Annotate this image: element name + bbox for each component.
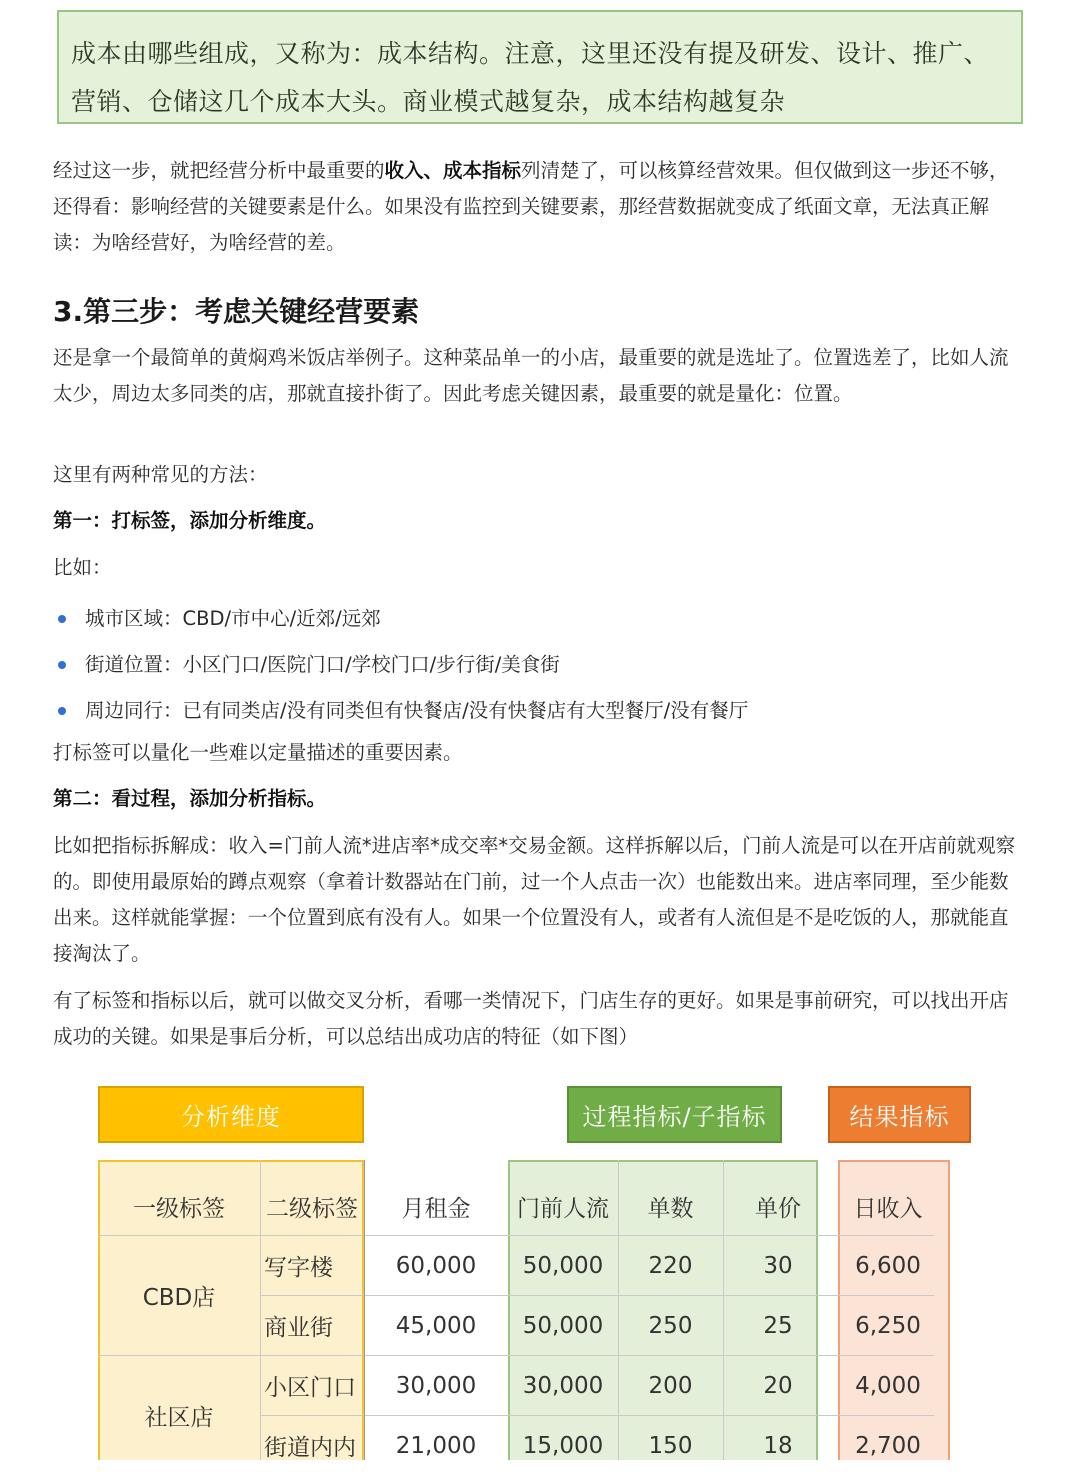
table-cell: 15,000 xyxy=(522,1432,604,1459)
table-cell: 21,000 xyxy=(395,1432,477,1459)
group-label-cbd: CBD店 xyxy=(142,1284,216,1311)
callout-line-2: 营销、仓储这几个成本大头。商业模式越复杂，成本结构越复杂 xyxy=(71,87,786,116)
tag-list xyxy=(53,596,748,734)
column-header: 日收入 xyxy=(853,1195,923,1222)
list-item: 街道位置：小区门口/医院门口/学校门口/步行街/美食街 xyxy=(53,642,748,688)
para1-bold: 收入、成本指标 xyxy=(384,159,522,182)
column-header: 月租金 xyxy=(401,1195,471,1222)
table-cell: 60,000 xyxy=(395,1252,477,1279)
store-analysis-table xyxy=(98,1160,950,1461)
group-label-community: 社区店 xyxy=(144,1404,214,1431)
paragraph-for-example: 比如： xyxy=(53,556,112,579)
table-cell: 18 xyxy=(763,1432,793,1459)
table-cell: 250 xyxy=(648,1312,693,1339)
column-header: 单价 xyxy=(755,1195,801,1222)
callout-line-1: 成本由哪些组成，又称为：成本结构。注意，这里还没有提及研发、设计、推广、 xyxy=(71,39,990,68)
paragraph-cross-analysis: 有了标签和指标以后，就可以做交叉分析，看哪一类情况下，门店生存的更好。如果是事前研究，可以找出开店成功的关键。如果是事后分析，可以总结出成功店的特征（如下图） xyxy=(53,989,1009,1048)
list-item: 周边同行：已有同类店/没有同类但有快餐店/没有快餐店有大型餐厅/没有餐厅 xyxy=(53,688,748,734)
table-cell: 30 xyxy=(763,1252,793,1279)
column-header: 一级标签 xyxy=(133,1195,225,1222)
table-cell: 商业街 xyxy=(264,1315,333,1341)
paragraph-revenue-cost xyxy=(53,153,1025,261)
column-header: 门前人流 xyxy=(517,1195,609,1222)
table-cell: 6,250 xyxy=(855,1312,921,1339)
method-two-heading: 第二：看过程，添加分析指标。 xyxy=(53,787,327,810)
paragraph-two-methods: 这里有两种常见的方法： xyxy=(53,463,268,486)
list-item: 城市区域：CBD/市中心/近郊/远郊 xyxy=(53,596,748,642)
table-cell: 220 xyxy=(648,1252,693,1279)
table-cell: 25 xyxy=(763,1312,793,1339)
column-header: 二级标签 xyxy=(266,1195,358,1222)
result-metric-header-box: 结果指标 xyxy=(828,1086,971,1143)
cost-structure-callout xyxy=(57,10,1023,124)
table-cell: 150 xyxy=(648,1432,693,1459)
paragraph-metric-breakdown: 比如把指标拆解成：收入=门前人流*进店率*成交率*交易金额。这样拆解以后，门前人流是可以在开店前就观察的。即使用最原始的蹲点观察（拿着计数器站在门前，过一个人点击一次）也能数出来。进店率同理，至少能数出来。这样就能掌握：一个位置到底有没有人。如果一个位置没有人，或者有人流但是不是吃饭的人，那就能直接淘汰了。 xyxy=(53,834,1016,965)
dimension-header-box: 分析维度 xyxy=(98,1086,364,1143)
column-header: 单数 xyxy=(647,1195,694,1222)
table-cell: 写字楼 xyxy=(264,1255,333,1281)
table-cell: 30,000 xyxy=(522,1372,604,1399)
table-cell: 200 xyxy=(648,1372,693,1399)
process-metric-header-box: 过程指标/子指标 xyxy=(567,1086,782,1143)
paragraph-tag-summary: 打标签可以量化一些难以定量描述的重要因素。 xyxy=(53,741,463,764)
table-cell: 20 xyxy=(763,1372,793,1399)
table-cell: 50,000 xyxy=(522,1252,604,1279)
table-cell: 6,600 xyxy=(855,1252,921,1279)
paragraph-location: 还是拿一个最简单的黄焖鸡米饭店举例子。这种菜品单一的小店，最重要的就是选址了。位置选差了，比如人流太少，周边太多同类的店，那就直接扑街了。因此考虑关键因素，最重要的就是量化：位置。 xyxy=(53,346,1009,405)
table-cell: 小区门口 xyxy=(264,1375,356,1401)
para1-post: 列清楚了，可以核算经营效果。但仅做到这一步还不够，还得看：影响经营的关键要素是什么。如果没有监控到关键要素，那经营数据就变成了纸面文章，无法真正解读：为啥经营好，为啥经营的差。 xyxy=(53,159,1009,254)
method-one-heading: 第一：打标签，添加分析维度。 xyxy=(53,509,327,532)
table-cell: 45,000 xyxy=(395,1312,477,1339)
para1-pre: 经过这一步，就把经营分析中最重要的 xyxy=(53,159,385,182)
table-cell: 4,000 xyxy=(855,1372,921,1399)
table-cell: 30,000 xyxy=(395,1372,477,1399)
section-heading: 3.第三步：考虑关键经营要素 xyxy=(53,295,420,328)
table-cell: 街道内内 xyxy=(264,1435,356,1461)
table-cell: 50,000 xyxy=(522,1312,604,1339)
table-cell: 2,700 xyxy=(855,1432,921,1459)
